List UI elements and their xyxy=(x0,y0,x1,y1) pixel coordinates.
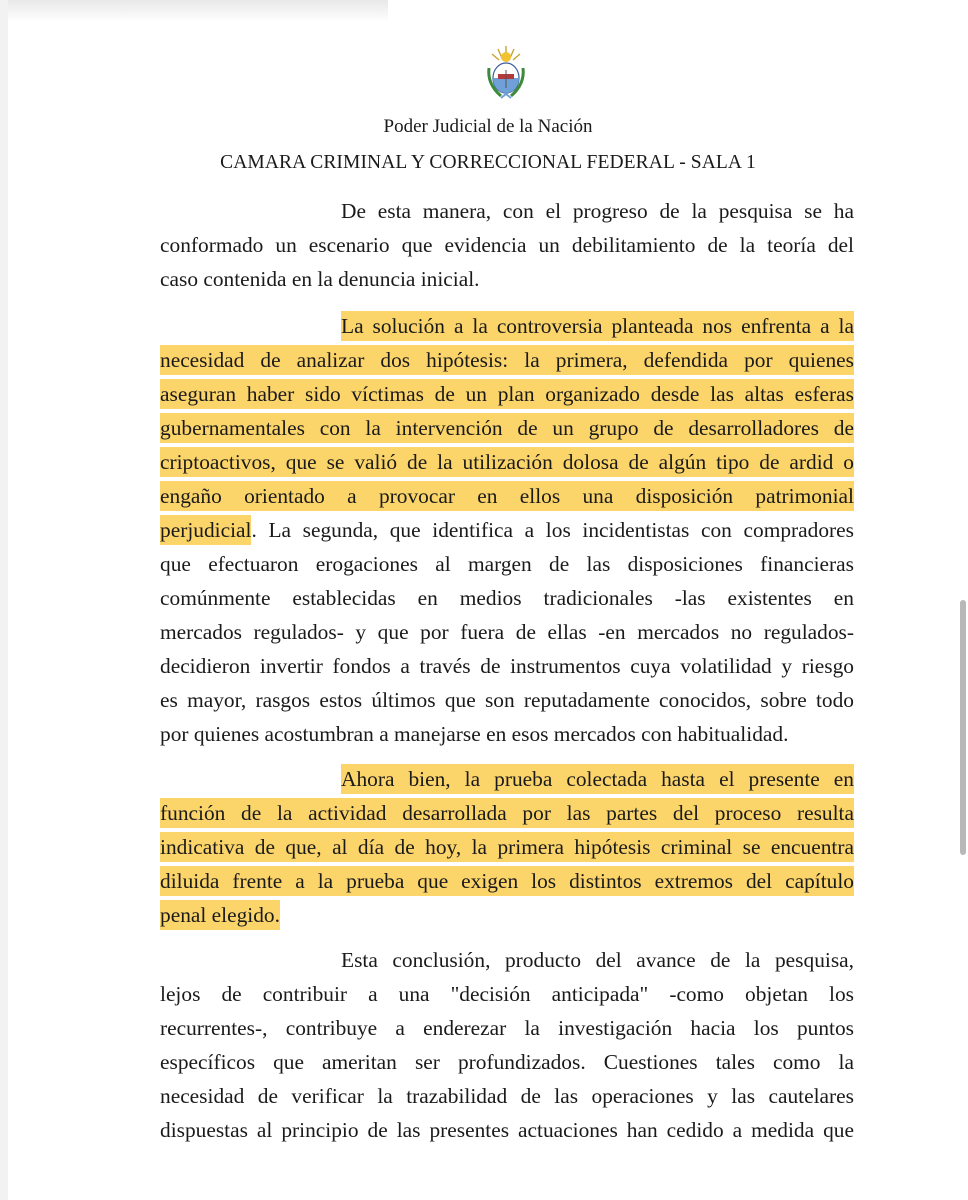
text-span: . La segunda, que identifica a los incidentistas con compradores xyxy=(251,518,854,542)
text-line xyxy=(341,313,854,339)
highlighted-text: diluida frente a la prueba que exigen los distintos extremos del capítulo xyxy=(160,869,854,893)
text-line xyxy=(160,902,854,928)
text-line: que efectuaron erogaciones al margen de las disposiciones financieras xyxy=(160,552,854,576)
highlighted-text: La solución a la controversia planteada nos enfrenta a la xyxy=(341,314,854,338)
text-line: dispuestas al principio de las presentes actuaciones han cedido a medida que xyxy=(160,1118,854,1142)
highlighted-text: Ahora bien, la prueba colectada hasta el presente en xyxy=(341,767,854,791)
coat-of-arms-icon xyxy=(483,44,529,100)
text-line xyxy=(160,449,854,475)
highlighted-text: penal elegido. xyxy=(160,903,280,927)
text-line: conformado un escenario que evidencia un debilitamiento de la teoría del xyxy=(160,233,854,257)
text-line xyxy=(160,868,854,894)
text-line: caso contenida en la denuncia inicial. xyxy=(160,267,480,291)
document-page xyxy=(8,0,968,1200)
highlighted-text: criptoactivos, que se valió de la utilización dolosa de algún tipo de ardid o xyxy=(160,450,854,474)
text-line xyxy=(160,347,854,373)
text-line: De esta manera, con el progreso de la pesquisa se ha xyxy=(341,199,854,223)
text-line: comúnmente establecidas en medios tradicionales -las existentes en xyxy=(160,586,854,610)
highlighted-text: aseguran haber sido víctimas de un plan organizado desde las altas esferas xyxy=(160,382,854,406)
text-line: decidieron invertir fondos a través de instrumentos cuya volatilidad y riesgo xyxy=(160,654,854,678)
highlighted-text: perjudicial xyxy=(160,518,252,542)
text-line: Esta conclusión, producto del avance de la pesquisa, xyxy=(341,948,854,972)
highlighted-text: gubernamentales con la intervención de un grupo de desarrolladores de xyxy=(160,416,854,440)
text-line xyxy=(160,834,854,860)
chamber-name: CAMARA CRIMINAL Y CORRECCIONAL FEDERAL - SALA 1 xyxy=(220,152,756,173)
text-line: específicos que ameritan ser profundizados. Cuestiones tales como la xyxy=(160,1050,854,1074)
text-line xyxy=(160,483,854,509)
court-name: Poder Judicial de la Nación xyxy=(383,116,593,137)
text-line xyxy=(160,415,854,441)
text-line: es mayor, rasgos estos últimos que son reputadamente conocidos, sobre todo xyxy=(160,688,854,712)
text-line xyxy=(160,381,854,407)
scrollbar-thumb[interactable] xyxy=(960,600,966,855)
highlighted-text: engaño orientado a provocar en ellos una disposición patrimonial xyxy=(160,484,854,508)
text-line xyxy=(160,517,854,543)
text-line: por quienes acostumbran a manejarse en esos mercados con habitualidad. xyxy=(160,722,789,746)
text-line xyxy=(160,800,854,826)
top-shadow xyxy=(8,0,388,22)
highlighted-text: función de la actividad desarrollada por las partes del proceso resulta xyxy=(160,801,854,825)
text-line: recurrentes-, contribuye a enderezar la investigación hacia los puntos xyxy=(160,1016,854,1040)
highlighted-text: indicativa de que, al día de hoy, la primera hipótesis criminal se encuentra xyxy=(160,835,854,859)
text-line: lejos de contribuir a una "decisión anticipada" -como objetan los xyxy=(160,982,854,1006)
text-line: mercados regulados- y que por fuera de ellas -en mercados no regulados- xyxy=(160,620,854,644)
text-line: necesidad de verificar la trazabilidad de las operaciones y las cautelares xyxy=(160,1084,854,1108)
text-line xyxy=(341,766,854,792)
highlighted-text: necesidad de analizar dos hipótesis: la primera, defendida por quienes xyxy=(160,348,854,372)
